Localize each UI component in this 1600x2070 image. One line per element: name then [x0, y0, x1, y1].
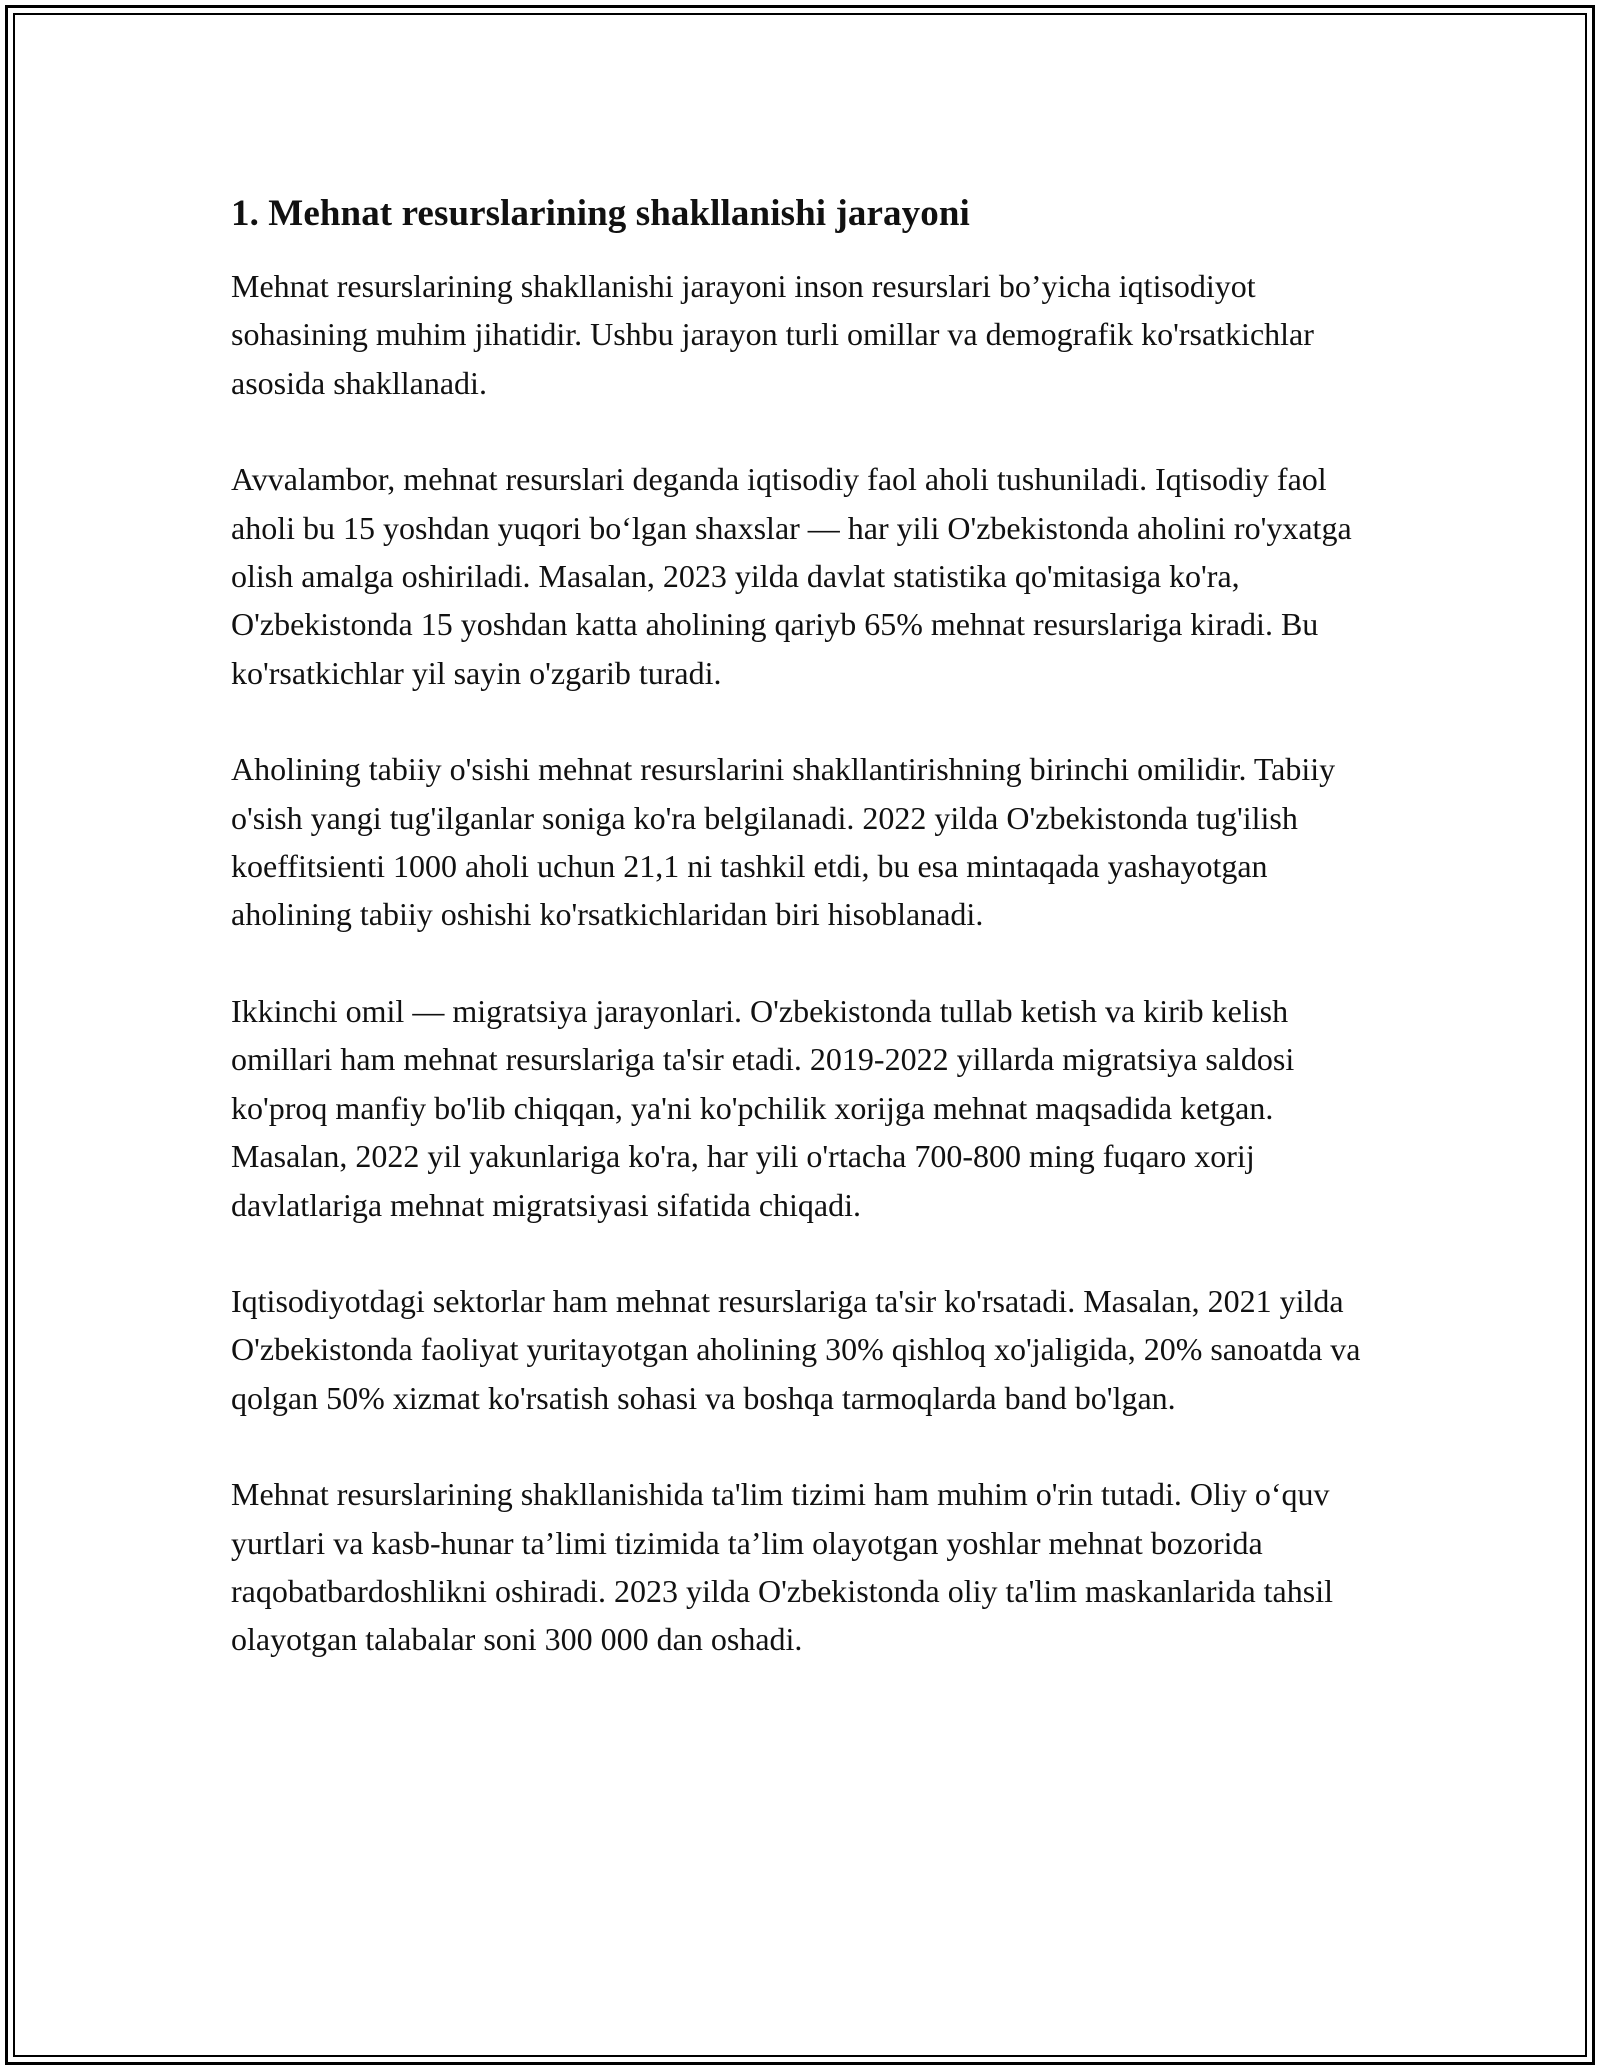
- paragraph-intro: Mehnat resurslarining shakllanishi jarayoni inson resurslari bo’yicha iqtisodiyot sohasining muhim jihatidir. Ushbu jarayon turli omillar va demografik ko'rsatkichlar asosida shakllanadi.: [231, 268, 1314, 401]
- paragraph-natural-growth: Aholining tabiiy o'sishi mehnat resurslarini shakllantirishning birinchi omilidir. Tabiiy o'sish yangi tug'ilganlar soniga ko'ra belgilanadi. 2022 yilda O'zbekistonda tug'ilish koeffitsienti 1000 aholi uchun 21,1 ni tashkil etdi, bu esa mintaqada yashayotgan aholining tabiiy oshishi ko'rsatkichlaridan biri hisoblanadi.: [231, 751, 1336, 933]
- paragraph-education: Mehnat resurslarining shakllanishida ta'lim tizimi ham muhim o'rin tutadi. Oliy o‘quv yurtlari va kasb-hunar ta’limi tizimida ta’lim olayotgan yoshlar mehnat bozorida raqobatbardoshlikni oshiradi. 2023 yilda O'zbekistonda oliy ta'lim maskanlarida tahsil olayotgan talabalar soni 300 000 dan oshadi.: [231, 1476, 1333, 1658]
- paragraph-migration: Ikkinchi omil — migratsiya jarayonlari. O'zbekistonda tullab ketish va kirib kelish omillari ham mehnat resurslariga ta'sir etadi. 2019-2022 yillarda migratsiya saldosi ko'proq manfiy bo'lib chiqqan, ya'ni ko'pchilik xorijga mehnat maqsadida ketgan. Masalan, 2022 yil yakunlariga ko'ra, har yili o'rtacha 700-800 ming fuqaro xorij davlatlariga mehnat migratsiyasi sifatida chiqadi.: [231, 992, 1295, 1223]
- section-heading: 1. Mehnat resurslarining shakllanishi jarayoni: [231, 193, 970, 234]
- paragraph-economically-active: Avvalambor, mehnat resurslari deganda iqtisodiy faol aholi tushuniladi. Iqtisodiy faol aholi bu 15 yoshdan yuqori bo‘lgan shaxslar — har yili O'zbekistonda aholini ro'yxatga olish amalga oshiriladi. Masalan, 2023 yilda davlat statistika qo'mitasiga ko'ra, O'zbekistonda 15 yoshdan katta aholining qariyb 65% mehnat resurslariga kiradi. Bu ko'rsatkichlar yil sayin o'zgarib turadi.: [231, 461, 1352, 691]
- document-body: [231, 188, 1381, 1712]
- paragraph-economic-sectors: Iqtisodiyotdagi sektorlar ham mehnat resurslariga ta'sir ko'rsatadi. Masalan, 2021 yilda O'zbekistonda faoliyat yuritayotgan aholining 30% qishloq xo'jaligida, 20% sanoatda va qolgan 50% xizmat ko'rsatish sohasi va boshqa tarmoqlarda band bo'lgan.: [231, 1282, 1361, 1416]
